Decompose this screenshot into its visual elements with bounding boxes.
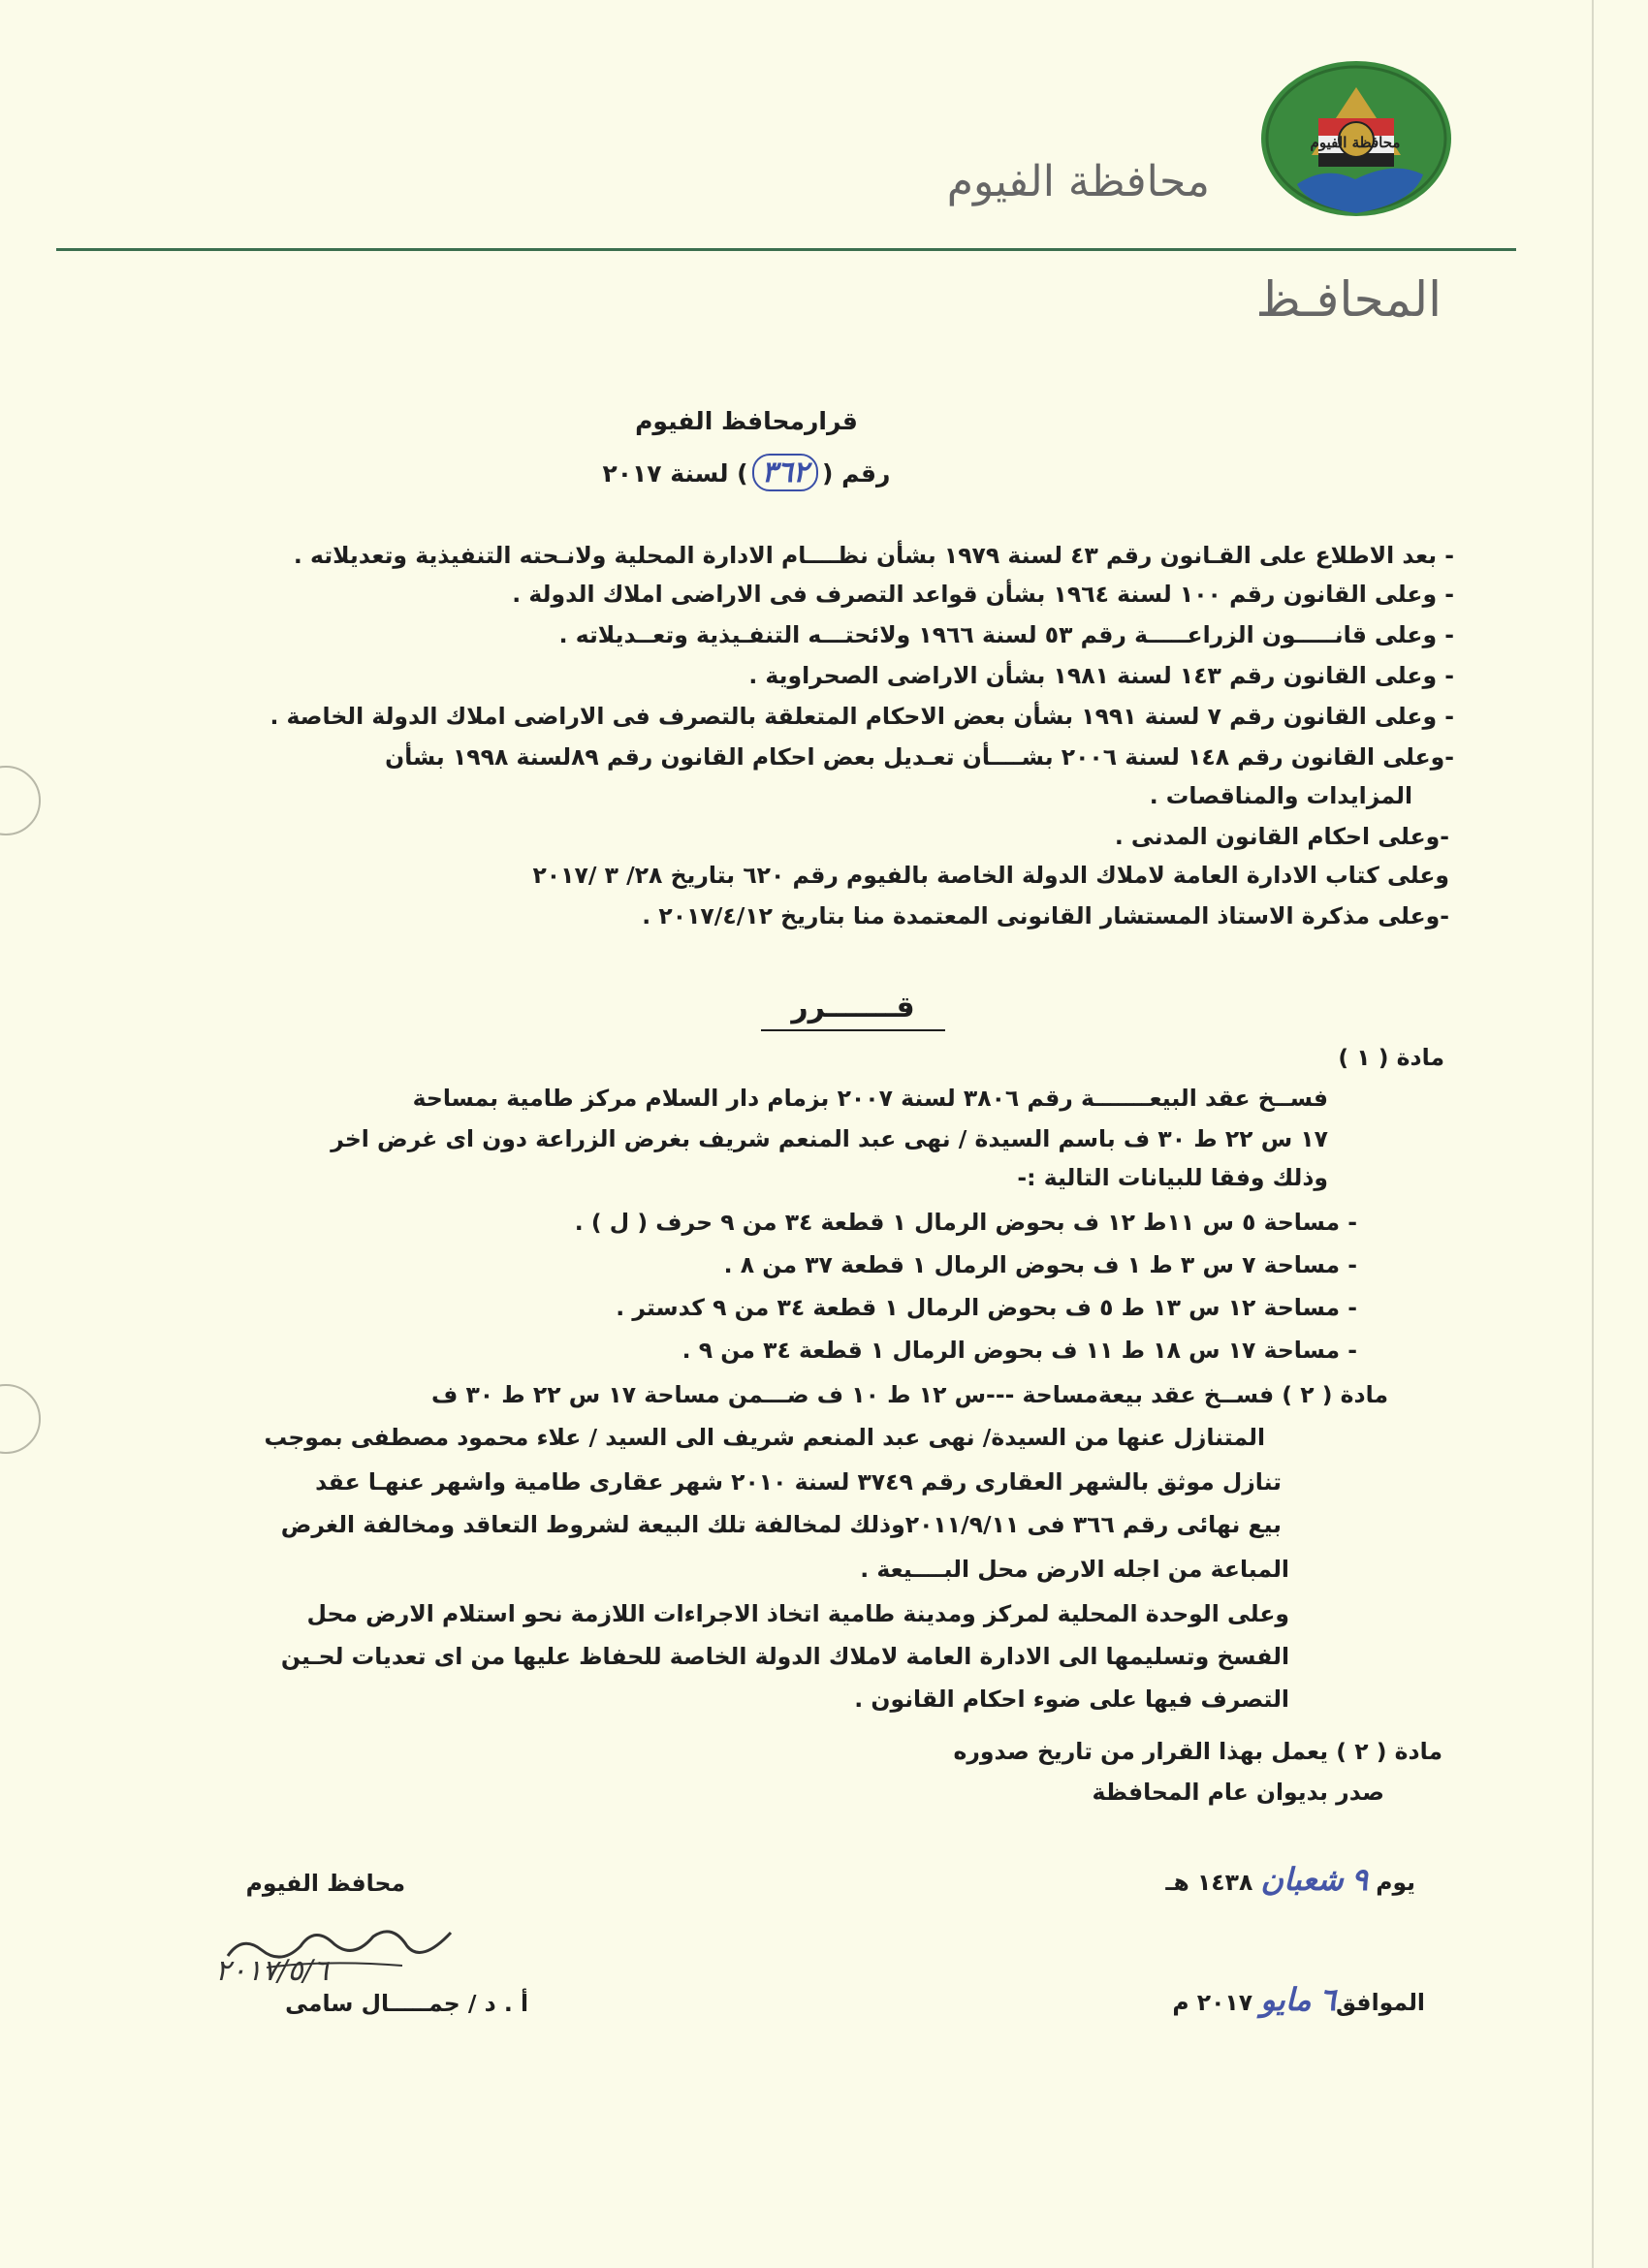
punch-hole <box>0 1384 41 1454</box>
logo-text: محافظة الفيوم <box>1310 134 1401 151</box>
handwritten-decision-number: ٣٦٢ <box>752 454 818 491</box>
governorate-logo <box>1258 58 1454 219</box>
page-edge <box>1592 0 1594 2268</box>
office-title: المحافـظ <box>1255 271 1442 328</box>
decides-underline <box>761 1029 945 1031</box>
preamble-line: - وعلى قانـــــون الزراعـــــة رقم ٥٣ لسنة ١٩٦٦ ولائحتـــه التنفـيذية وتعــديلاته . <box>558 621 1454 648</box>
hijri-year: ١٤٣٨ هـ <box>1165 1869 1253 1896</box>
article-1-label: مادة ( ١ ) <box>1338 1044 1444 1071</box>
article-2-line: التصرف فيها على ضوء احكام القانون . <box>854 1685 1289 1713</box>
handwritten-hijri-month: شعبان <box>1260 1861 1344 1898</box>
decision-title: قرارمحافظ الفيوم <box>635 407 858 435</box>
gregorian-date-prefix: الموافق <box>1336 1989 1425 2016</box>
article-3-line: مادة ( ٢ ) يعمل بهذا القرار من تاريخ صدوره <box>953 1738 1442 1765</box>
decision-number-prefix: رقم ( <box>821 459 891 488</box>
preamble-line: -وعلى مذكرة الاستاذ المستشار القانونى المعتمدة منا بتاريخ ٢٠١٧/٤/١٢ . <box>642 902 1449 929</box>
signatory-title: محافظ الفيوم <box>245 1870 405 1897</box>
preamble-line: - وعلى القانون رقم ٧ لسنة ١٩٩١ بشأن بعض الاحكام المتعلقة بالتصرف فى الاراضى املاك الدولة الخاصة . <box>269 703 1454 730</box>
article-2-line: المتنازل عنها من السيدة/ نهى عبد المنعم شريف الى السيد / علاء محمود مصطفى بموجب <box>264 1424 1265 1451</box>
article-2-line: الفسخ وتسليمها الى الادارة العامة لاملاك الدولة الخاصة للحفاظ عليها من اى تعديات لحـين <box>280 1643 1289 1670</box>
handwritten-gregorian-day: ٦ <box>1318 1981 1336 2018</box>
header-divider <box>56 248 1516 251</box>
gregorian-date <box>1172 1981 1425 2018</box>
decision-number <box>523 454 969 491</box>
issued-at: صدر بديوان عام المحافظة <box>1092 1779 1384 1806</box>
article-1-item: - مساحة ٧ س ٣ ط ١ ف بحوض الرمال ١ قطعة ٣٧ من ٨ . <box>723 1251 1357 1278</box>
preamble-line: المزايدات والمناقصات . <box>1149 782 1412 809</box>
punch-hole <box>0 766 41 835</box>
article-2-line: المباعة من اجله الارض محل البــــيعة . <box>860 1556 1289 1583</box>
hijri-date-prefix: يوم <box>1376 1869 1415 1896</box>
article-2-line: بيع نهائى رقم ٣٦٦ فى ٢٠١١/٩/١١وذلك لمخالفة تلك البيعة لشروط التعاقد ومخالفة الغرض <box>280 1511 1282 1538</box>
article-1-line: ١٧ س ٢٢ ط ٣٠ ف باسم السيدة / نهى عبد المنعم شريف بغرض الزراعة دون اى غرض اخر <box>331 1125 1328 1152</box>
preamble-line: - وعلى القانون رقم ١٤٣ لسنة ١٩٨١ بشأن الاراضى الصحراوية . <box>748 662 1454 689</box>
preamble-line: - وعلى القانون رقم ١٠٠ لسنة ١٩٦٤ بشأن قواعد التصرف فى الاراضى املاك الدولة . <box>512 581 1454 608</box>
gregorian-year: ٢٠١٧ م <box>1172 1989 1253 2016</box>
hijri-date <box>1165 1861 1415 1898</box>
preamble-line: - بعد الاطلاع على القـانون رقم ٤٣ لسنة ١٩٧٩ بشأن نظــــام الادارة المحلية ولانـحته التنفيذية وتعديلاته . <box>293 542 1454 569</box>
decides-heading: قـــــــرر <box>791 991 915 1024</box>
handwritten-gregorian-month: مايو <box>1260 1981 1312 2018</box>
preamble-line: -وعلى القانون رقم ١٤٨ لسنة ٢٠٠٦ بشــــأن تعـديل بعض احكام القانون رقم ٨٩لسنة ١٩٩٨ بشأن <box>385 743 1454 771</box>
handwritten-signature-date: ٢٠١٧/٥/٦ <box>215 1954 329 1988</box>
preamble-line: وعلى كتاب الادارة العامة لاملاك الدولة الخاصة بالفيوم رقم ٦٢٠ بتاريخ ٢٨/ ٣ /٢٠١٧ <box>532 862 1449 889</box>
article-1-item: - مساحة ١٢ س ١٣ ط ٥ ف بحوض الرمال ١ قطعة ٣٤ من ٩ كدستر . <box>616 1294 1357 1321</box>
governorate-name: محافظة الفيوم <box>946 157 1210 206</box>
article-2-line: تنازل موثق بالشهر العقارى رقم ٣٧٤٩ لسنة ٢٠١٠ شهر عقارى طامية واشهر عنهـا عقد <box>315 1468 1282 1496</box>
article-1-item: - مساحة ٥ س ١١ط ١٢ ف بحوض الرمال ١ قطعة ٣٤ من ٩ حرف ( ل ) . <box>574 1209 1357 1236</box>
article-2-line: وعلى الوحدة المحلية لمركز ومدينة طامية اتخاذ الاجراءات اللازمة نحو استلام الارض محل <box>306 1600 1289 1627</box>
preamble-line: -وعلى احكام القانون المدنى . <box>1114 823 1449 850</box>
signatory-name: أ . د / جمـــــال سامى <box>285 1990 528 2017</box>
article-2-line: مادة ( ٢ ) فســخ عقد بيعةمساحة ---س ١٢ ط ١٠ ف ضـــمن مساحة ١٧ س ٢٢ ط ٣٠ ف <box>430 1381 1388 1408</box>
handwritten-hijri-day: ٩ <box>1350 1861 1369 1898</box>
article-1-line: فســخ عقد البيعـــــــة رقم ٣٨٠٦ لسنة ٢٠٠٧ بزمام دار السلام مركز طامية بمساحة <box>412 1085 1328 1112</box>
article-1-line: وذلك وفقا للبيانات التالية :- <box>1017 1164 1328 1191</box>
decision-year: ) لسنة ٢٠١٧ <box>602 459 748 488</box>
article-1-item: - مساحة ١٧ س ١٨ ط ١١ ف بحوض الرمال ١ قطعة ٣٤ من ٩ . <box>681 1337 1357 1364</box>
